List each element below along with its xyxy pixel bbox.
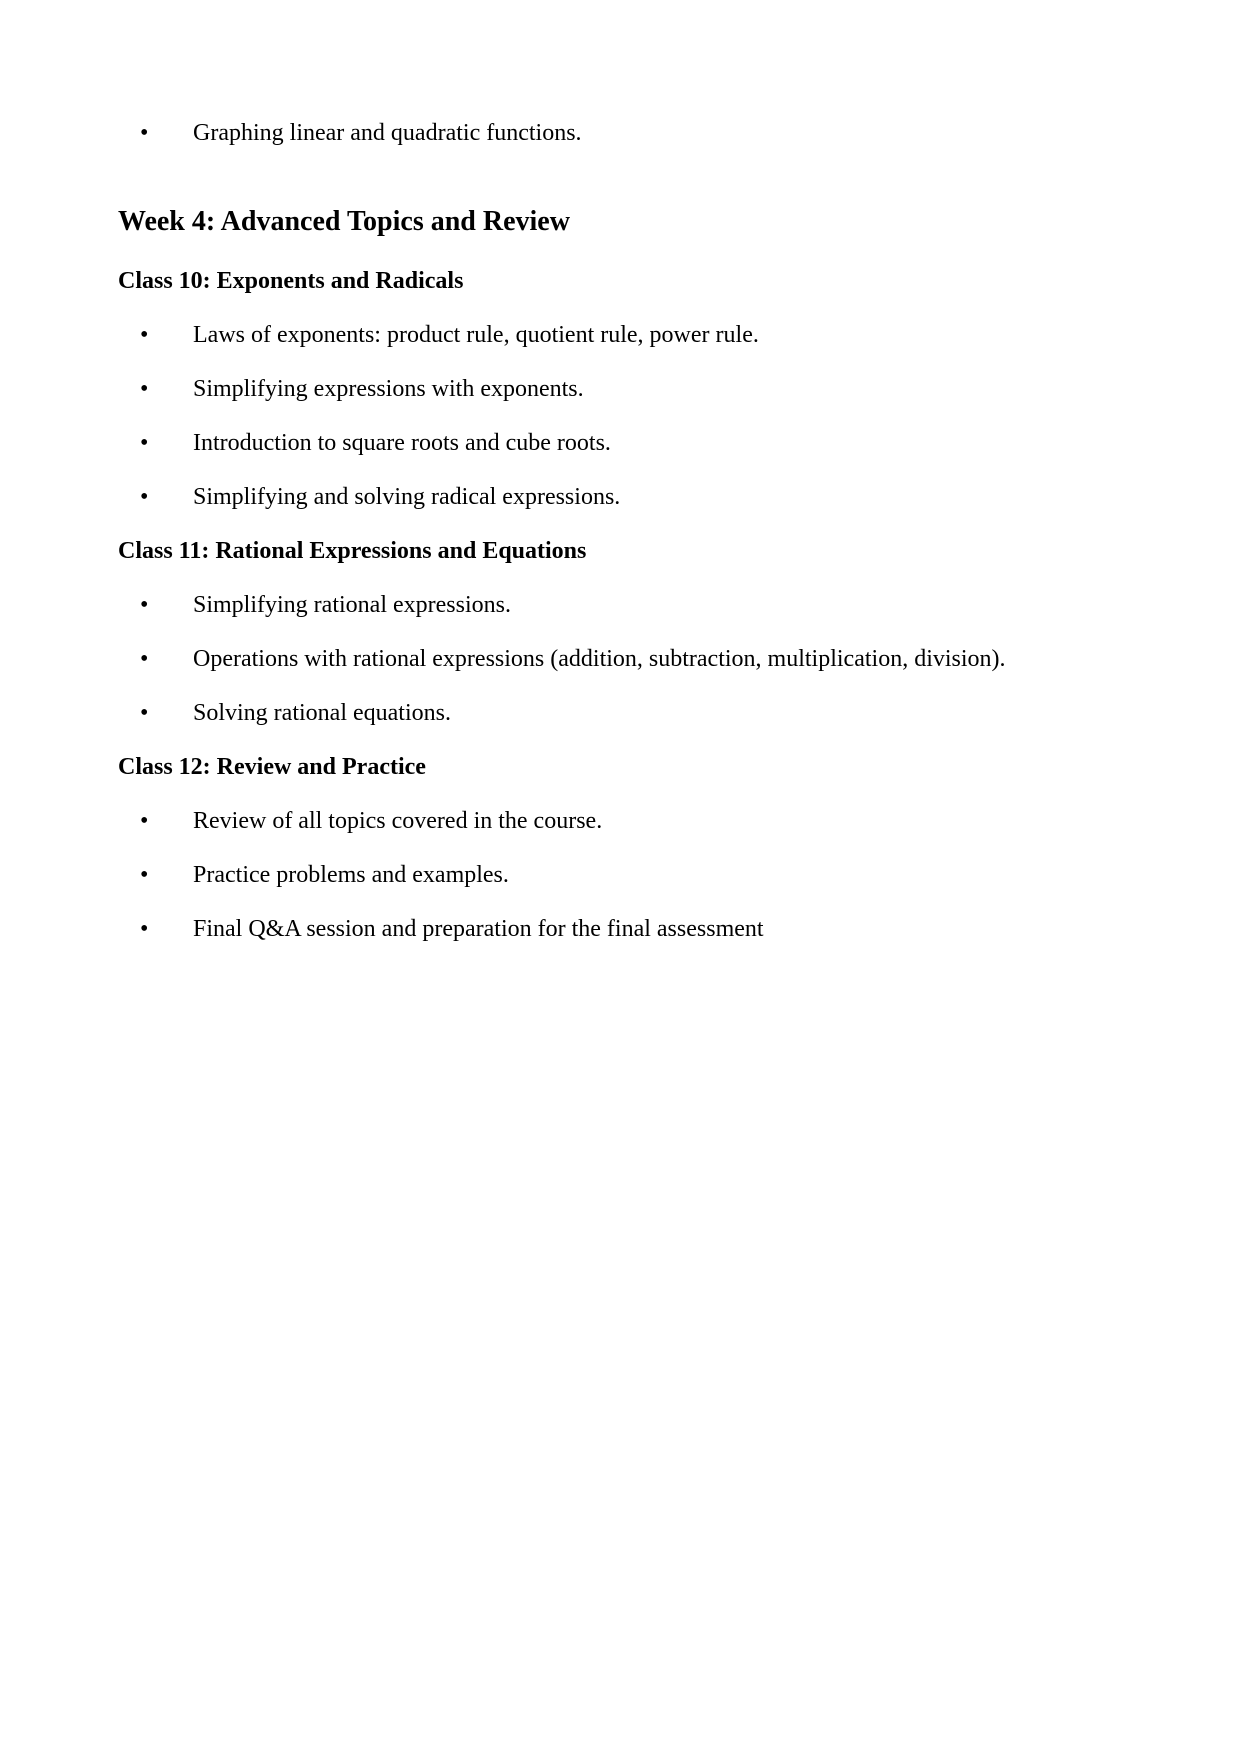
list-item	[0, 374, 1241, 404]
list-item	[0, 482, 1241, 512]
list-item-text: Laws of exponents: product rule, quotient rule, power rule.	[193, 322, 759, 348]
list-item	[0, 428, 1241, 458]
bullet-icon: •	[140, 916, 149, 942]
bullet-icon: •	[140, 862, 149, 888]
class-heading: Class 12: Review and Practice	[118, 754, 426, 780]
list-item-text: Final Q&A session and preparation for the final assessment	[193, 916, 764, 942]
list-item	[0, 644, 1241, 674]
bullet-icon: •	[140, 430, 149, 456]
bullet-icon: •	[140, 646, 149, 672]
list-item-text: Simplifying and solving radical expressions.	[193, 484, 621, 510]
class-heading: Class 10: Exponents and Radicals	[118, 268, 464, 294]
list-item-text: Operations with rational expressions (addition, subtraction, multiplication, division).	[193, 646, 1006, 672]
list-item-text: Solving rational equations.	[193, 700, 451, 726]
bullet-icon: •	[140, 808, 149, 834]
list-item-text: Practice problems and examples.	[193, 862, 509, 888]
list-item-text: Introduction to square roots and cube roots.	[193, 430, 611, 456]
bullet-icon: •	[140, 484, 149, 510]
list-item	[0, 860, 1241, 890]
list-item-text: Graphing linear and quadratic functions.	[193, 120, 582, 146]
list-item-text: Simplifying expressions with exponents.	[193, 376, 584, 402]
list-item	[0, 320, 1241, 350]
list-item-text: Simplifying rational expressions.	[193, 592, 511, 618]
list-item	[0, 590, 1241, 620]
class-heading: Class 11: Rational Expressions and Equations	[118, 538, 587, 564]
week-heading: Week 4: Advanced Topics and Review	[118, 206, 570, 237]
bullet-icon: •	[140, 592, 149, 618]
list-item	[0, 118, 1241, 148]
bullet-icon: •	[140, 700, 149, 726]
bullet-icon: •	[140, 322, 149, 348]
bullet-icon: •	[140, 376, 149, 402]
list-item-text: Review of all topics covered in the course.	[193, 808, 603, 834]
list-item	[0, 698, 1241, 728]
list-item	[0, 914, 1241, 944]
list-item	[0, 806, 1241, 836]
bullet-icon: •	[140, 120, 149, 146]
